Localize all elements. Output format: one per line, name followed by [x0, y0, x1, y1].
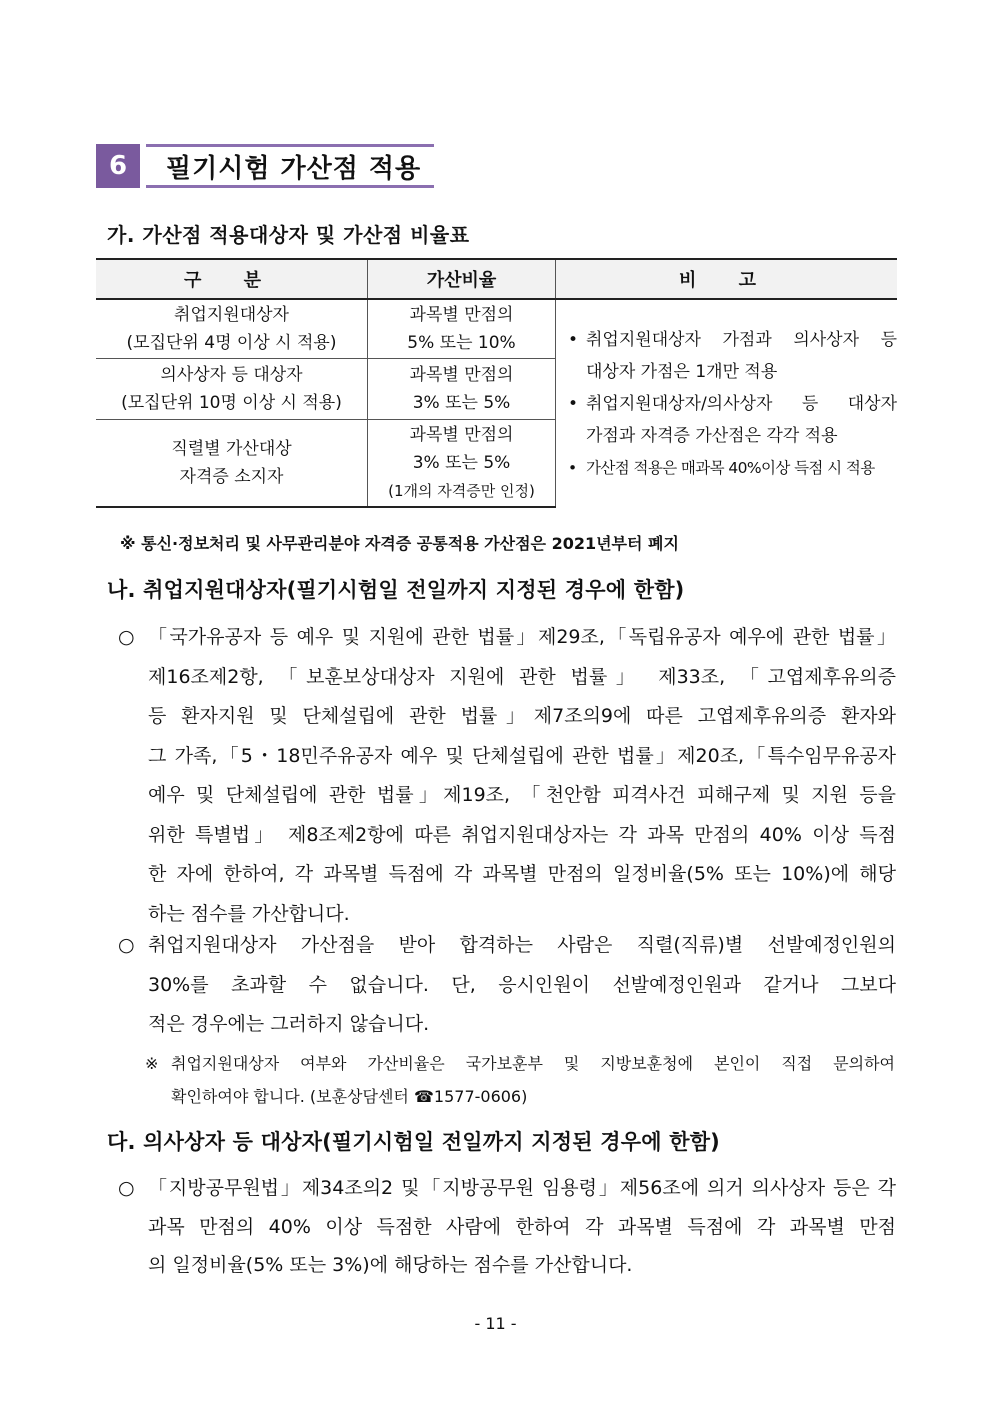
row3-category-line2: 자격증 소지자	[179, 467, 284, 487]
notes-cell	[556, 299, 898, 507]
note-2-line2: 가점과 자격증 가산점은 각각 적용	[586, 425, 838, 446]
na-paragraph-1	[118, 618, 896, 934]
na-footnote-line: 확인하여야 합니다. (보훈상담센터 ☎1577-0606)	[171, 1087, 528, 1106]
bullet-circle: ○	[118, 1177, 135, 1199]
row2-category-line1: 의사상자 등 대상자	[160, 365, 303, 385]
row3-ratio	[368, 420, 556, 508]
bullet-circle: ○	[118, 626, 135, 648]
row1-ratio-line2: 5% 또는 10%	[407, 333, 516, 353]
row2-ratio	[368, 359, 556, 420]
na-p1-line: 위한 특별법」 제8조제2항에 따른 취업지원대상자는 각 과목 만점의 40% 이상 득점	[148, 823, 896, 846]
bullet-circle: ○	[118, 934, 135, 956]
note-mark: ※	[145, 1054, 159, 1073]
table-row	[96, 299, 897, 359]
row3-ratio-line1: 과목별 만점의	[409, 425, 514, 445]
da-p1-line: 과목 만점의 40% 이상 득점한 사람에 한하여 각 과목별 득점에 각 과목별 만점	[148, 1215, 896, 1238]
na-p2-line: 적은 경우에는 그러하지 않습니다.	[148, 1013, 430, 1035]
header-category: 구 분	[96, 259, 368, 299]
header-note: 비 고	[556, 259, 898, 299]
subsection-ga-title: 가. 가산점 적용대상자 및 가산점 비율표	[107, 223, 470, 247]
da-paragraph-1	[118, 1169, 896, 1285]
note-item	[564, 324, 897, 388]
page-number: - 11 -	[474, 1314, 517, 1333]
row3-category	[96, 420, 368, 508]
note-2-line1: • 취업지원대상자/의사상자 등 대상자	[586, 393, 897, 414]
da-p1-line: 「지방공무원법」제34조의2 및「지방공무원 임용령」제56조에 의거 의사상자 등은 각	[148, 1177, 896, 1199]
na-p1-line: 제16조제2항, 「보훈보상대상자 지원에 관한 법률」 제33조, 「고엽제후유의증	[148, 665, 896, 688]
row3-ratio-line2: 3% 또는 5%	[412, 453, 511, 473]
na-p1-line: 등 환자지원 및 단체설립에 관한 법률」제7조의9에 따른 고엽제후유의증 환자와	[148, 705, 896, 727]
row2-category-line2: (모집단위 10명 이상 시 적용)	[121, 393, 342, 413]
subsection-na-title: 나. 취업지원대상자(필기시험일 전일까지 지정된 경우에 한함)	[107, 578, 685, 602]
na-p1-line: 한 자에 한하여, 각 과목별 득점에 각 과목별 만점의 일정비율(5% 또는 10%)에 해당	[148, 863, 896, 885]
note-3-line1: • 가산점 적용은 매과목 40%이상 득점 시 적용	[586, 458, 875, 477]
header-ratio: 가산비율	[368, 259, 556, 299]
row1-ratio	[368, 299, 556, 359]
section-number-badge: 6	[96, 144, 140, 188]
row3-ratio-line3: (1개의 자격증만 인정)	[388, 482, 535, 500]
subsection-da-title: 다. 의사상자 등 대상자(필기시험일 전일까지 지정된 경우에 한함)	[107, 1130, 720, 1154]
na-footnote-line: 취업지원대상자 여부와 가산비율은 국가보훈부 및 지방보훈청에 본인이 직접 문의하여	[171, 1054, 895, 1073]
note-1-line1: • 취업지원대상자 가점과 의사상자 등	[586, 329, 897, 350]
row1-category	[96, 299, 368, 359]
na-p2-line: 취업지원대상자 가산점을 받아 합격하는 사람은 직렬(직류)별 선발예정인원의	[148, 934, 896, 956]
row2-ratio-line2: 3% 또는 5%	[412, 393, 511, 413]
na-p1-line: 「국가유공자 등 예우 및 지원에 관한 법률」제29조,「독립유공자 예우에 관한 법률」	[148, 626, 896, 648]
da-p1-line: 의 일정비율(5% 또는 3%)에 해당하는 점수를 가산합니다.	[148, 1254, 633, 1276]
note-item	[564, 452, 897, 484]
na-p1-line: 하는 점수를 가산합니다.	[148, 902, 350, 925]
row1-ratio-line1: 과목별 만점의	[409, 305, 514, 325]
na-footnote	[145, 1047, 895, 1113]
table-header-row	[96, 259, 897, 299]
section-title: 필기시험 가산점 적용	[146, 144, 434, 188]
na-p1-line: 그 가족,「5・18민주유공자 예우 및 단체설립에 관한 법률」제20조,「특수임무유공자	[148, 744, 896, 767]
na-p1-line: 예우 및 단체설립에 관한 법률」제19조, 「천안함 피격사건 피해구제 및 지원 등을	[148, 784, 896, 806]
row2-category	[96, 359, 368, 420]
row2-ratio-line1: 과목별 만점의	[409, 365, 514, 385]
note-1-line2: 대상자 가점은 1개만 적용	[586, 361, 778, 382]
row3-category-line1: 직렬별 가산대상	[171, 439, 292, 459]
abolished-bonus-remark: ※ 통신·정보처리 및 사무관리분야 자격증 공통적용 가산점은 2021년부터 폐지	[120, 534, 679, 553]
bonus-ratio-table	[96, 258, 897, 508]
row1-category-line1: 취업지원대상자	[174, 305, 289, 325]
row1-category-line2: (모집단위 4명 이상 시 적용)	[126, 333, 337, 353]
note-item	[564, 388, 897, 452]
na-p2-line: 30%를 초과할 수 없습니다. 단, 응시인원이 선발예정인원과 같거나 그보다	[148, 973, 896, 996]
na-paragraph-2	[118, 926, 896, 1045]
